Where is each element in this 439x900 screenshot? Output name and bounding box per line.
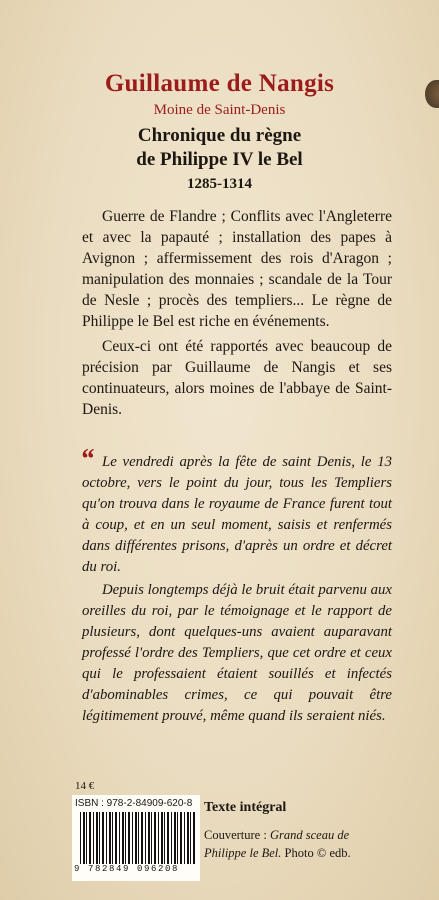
cover-credit-photo: Photo © edb. xyxy=(284,846,351,860)
texte-integral-label: Texte intégral xyxy=(204,800,287,815)
book-title xyxy=(0,124,439,172)
quote-mark: “ xyxy=(80,444,94,475)
cover-credit-title: Grand sceau de Philippe le Bel. xyxy=(204,828,350,860)
summary-text xyxy=(82,206,392,420)
quote-paragraph-2: Depuis longtemps déjà le bruit était parvenu aux oreilles du roi, par le témoignage et le rapport de plusieurs, dont quelques-uns avaient auparavant professé l'ordre des Templiers, que cet ordre et ceux qui le professaient étaient souillés et infectés d'abominables crimes, ce qui pouvait être légitimement prouvé, même quand ils seraient niés. xyxy=(82,582,392,724)
cover-credit xyxy=(204,826,384,862)
barcode-number: 9 782849 096208 xyxy=(74,864,180,874)
author-name: Guillaume de Nangis xyxy=(104,70,335,97)
summary-paragraph-1: Guerre de Flandre ; Conflits avec l'Angleterre et avec la papauté ; installation des papes à Avignon ; affermissement des rois d'Aragon ; manipulation des monnaies ; scandale de la Tour de Nesle ; procès des templiers... Le règne de Philippe le Bel est riche en événements. xyxy=(82,208,392,330)
barcode xyxy=(80,812,196,864)
cover-credit-label: Couverture : xyxy=(204,828,267,842)
isbn: ISBN : 978-2-84909-620-8 xyxy=(75,798,193,809)
summary-paragraph-2: Ceux-ci ont été rapportés avec beaucoup de précision par Guillaume de Nangis et ses continuateurs, alors moines de l'abbaye de Saint-Denis. xyxy=(82,338,392,418)
price: 14 € xyxy=(75,780,95,792)
book-title-line-1: Chronique du règne xyxy=(137,125,302,146)
book-title-line-2: de Philippe IV le Bel xyxy=(136,149,303,170)
quote-text xyxy=(82,452,392,727)
author-subtitle: Moine de Saint-Denis xyxy=(153,102,286,118)
quote-paragraph-1: Le vendredi après la fête de saint Denis, le 13 octobre, vers le point du jour, tous les Templiers qu'on trouva dans le royaume de France furent tout à coup, et en un seul moment, saisis et renfermés dans différentes prisons, d'après un ordre et décret du roi. xyxy=(82,454,392,575)
book-years: 1285-1314 xyxy=(187,176,252,192)
